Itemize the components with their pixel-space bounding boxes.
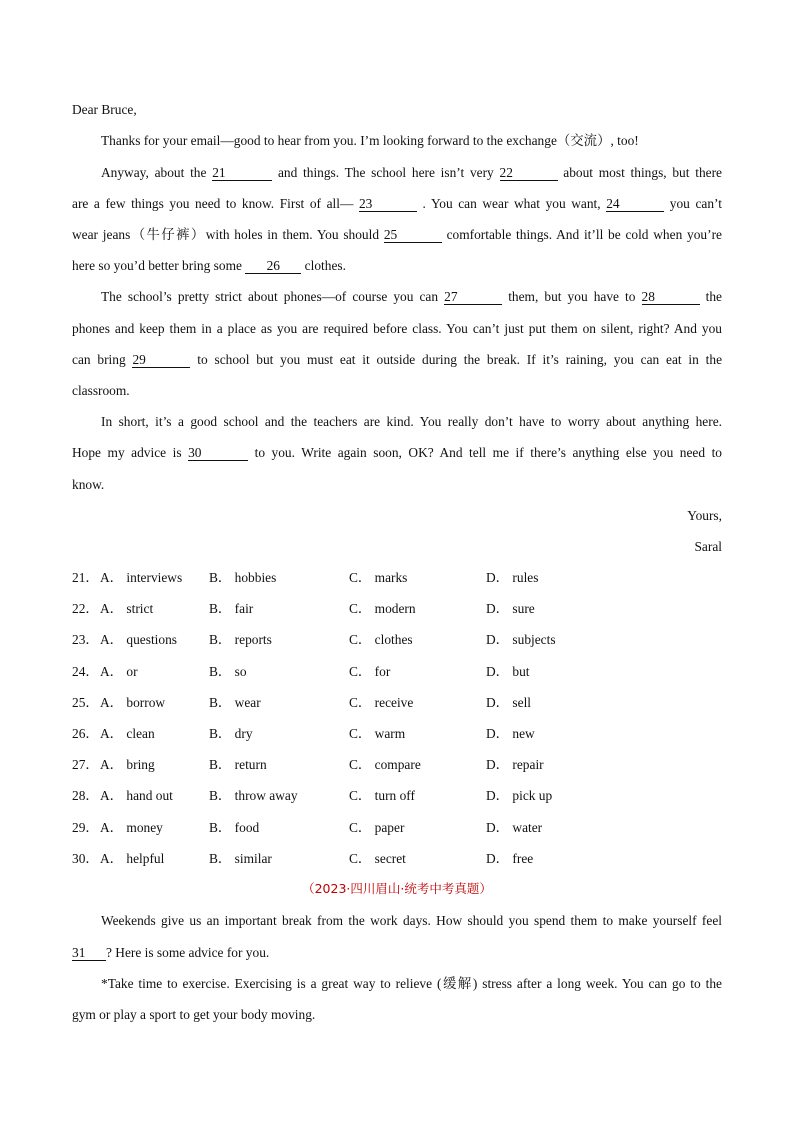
text-span: to you. Write again soon, OK? And tell me if there’s anything else you need to bbox=[254, 445, 722, 460]
option-c[interactable]: C． warm bbox=[349, 726, 406, 741]
option-c[interactable]: C． secret bbox=[349, 850, 406, 866]
text-line bbox=[72, 944, 722, 962]
question-row bbox=[72, 725, 722, 743]
option-c[interactable]: C． clothes bbox=[349, 632, 413, 648]
option-d[interactable]: D． subjects bbox=[486, 632, 556, 648]
option-b[interactable]: B． return bbox=[209, 757, 267, 773]
option-a[interactable]: A． borrow bbox=[100, 694, 166, 710]
option-c[interactable]: C． receive bbox=[349, 694, 414, 710]
text-span: Hope my advice is bbox=[72, 445, 182, 460]
text-line: gym or play a sport to get your body moving. bbox=[72, 1007, 316, 1022]
text-line: *Take time to exercise. Exercising is a great way to relieve (缓解) stress after a long week. You can go to the bbox=[101, 976, 722, 991]
question-row bbox=[72, 631, 722, 649]
question-row bbox=[72, 600, 722, 618]
option-d[interactable]: D． new bbox=[486, 726, 535, 741]
text-line bbox=[72, 288, 722, 306]
option-b[interactable]: B． dry bbox=[209, 726, 253, 741]
text-line: Weekends give us an important break from the work days. How should you spend them to make yourself feel bbox=[101, 913, 722, 928]
text-span: ? Here is some advice for you. bbox=[106, 945, 270, 960]
blank-23[interactable]: 23 bbox=[359, 196, 417, 212]
option-c[interactable]: C． turn off bbox=[349, 788, 415, 804]
option-a[interactable]: A． helpful bbox=[100, 850, 165, 866]
question-number: 29． bbox=[72, 819, 99, 835]
blank-27[interactable]: 27 bbox=[444, 289, 502, 305]
question-number: 28． bbox=[72, 788, 99, 804]
option-a[interactable]: A． interviews bbox=[100, 570, 183, 585]
question-row bbox=[72, 756, 722, 774]
blank-31[interactable]: 31 bbox=[72, 945, 106, 961]
letter-closing: Yours, bbox=[687, 508, 722, 523]
text-line: In short, it’s a good school and the teachers are kind. You really don’t have to worry about anything here. bbox=[101, 414, 722, 429]
option-b[interactable]: B． throw away bbox=[209, 788, 298, 804]
blank-21[interactable]: 21 bbox=[212, 165, 272, 181]
blank-30[interactable]: 30 bbox=[188, 445, 248, 461]
text-span: here so you’d better bring some bbox=[72, 258, 242, 273]
question-number: 23． bbox=[72, 632, 99, 648]
text-span: can bring bbox=[72, 352, 126, 367]
option-d[interactable]: D． sell bbox=[486, 694, 532, 710]
option-d[interactable]: D． but bbox=[486, 663, 530, 679]
text-span: Anyway, about the bbox=[101, 165, 207, 180]
option-a[interactable]: A． bring bbox=[100, 757, 155, 773]
question-row bbox=[72, 663, 722, 681]
question-number: 26． bbox=[72, 726, 99, 741]
option-b[interactable]: B． similar bbox=[209, 850, 272, 866]
question-number: 27． bbox=[72, 757, 99, 773]
option-b[interactable]: B． food bbox=[209, 819, 260, 835]
option-c[interactable]: C． for bbox=[349, 663, 391, 679]
option-d[interactable]: D． repair bbox=[486, 757, 544, 773]
blank-22[interactable]: 22 bbox=[500, 165, 558, 181]
text-span: to school but you must eat it outside during the break. If it’s raining, you can eat in the bbox=[197, 352, 723, 367]
option-d[interactable]: D． pick up bbox=[486, 788, 553, 804]
blank-24[interactable]: 24 bbox=[606, 196, 664, 212]
paragraph-1: Thanks for your email—good to hear from you. I’m looking forward to the exchange（交流）, too! bbox=[101, 133, 639, 148]
text-span: you can’t bbox=[669, 196, 722, 211]
option-b[interactable]: B． fair bbox=[209, 601, 254, 617]
option-a[interactable]: A． hand out bbox=[100, 788, 173, 804]
text-span: comfortable things. And it’ll be cold when you’re bbox=[446, 227, 722, 242]
option-a[interactable]: A． strict bbox=[100, 601, 154, 617]
letter-signature: Saral bbox=[694, 539, 722, 554]
question-number: 30． bbox=[72, 850, 99, 866]
text-line: classroom. bbox=[72, 383, 130, 398]
option-d[interactable]: D． free bbox=[486, 850, 534, 866]
question-number: 25． bbox=[72, 694, 99, 710]
question-number: 24． bbox=[72, 663, 99, 679]
text-line bbox=[72, 195, 722, 213]
blank-29[interactable]: 29 bbox=[132, 352, 190, 368]
text-line bbox=[72, 164, 722, 182]
option-b[interactable]: B． wear bbox=[209, 694, 261, 710]
option-b[interactable]: B． hobbies bbox=[209, 570, 277, 585]
option-d[interactable]: D． water bbox=[486, 819, 543, 835]
option-d[interactable]: D． sure bbox=[486, 601, 535, 617]
option-a[interactable]: A． questions bbox=[100, 632, 177, 648]
question-row bbox=[72, 850, 722, 868]
option-c[interactable]: C． modern bbox=[349, 601, 416, 617]
text-line bbox=[72, 226, 722, 244]
text-span: them, but you have to bbox=[508, 289, 636, 304]
option-c[interactable]: C． compare bbox=[349, 757, 421, 773]
question-row bbox=[72, 569, 722, 587]
blank-28[interactable]: 28 bbox=[642, 289, 700, 305]
letter-greeting: Dear Bruce, bbox=[72, 102, 137, 117]
option-a[interactable]: A． clean bbox=[100, 726, 155, 741]
question-source: （2023·四川眉山·统考中考真题） bbox=[302, 881, 492, 896]
text-span: the bbox=[705, 289, 722, 304]
text-span: The school’s pretty strict about phones—of course you can bbox=[101, 289, 439, 304]
text-span: are a few things you need to know. First of all— bbox=[72, 196, 354, 211]
question-number: 22． bbox=[72, 601, 99, 617]
text-line: phones and keep them in a place as you are required before class. You can’t just put them on silent, right? And you bbox=[72, 321, 722, 336]
text-line bbox=[72, 444, 722, 462]
text-span: wear jeans（牛仔裤）with holes in them. You should bbox=[72, 227, 380, 242]
question-row bbox=[72, 694, 722, 712]
text-span: about most things, but there bbox=[563, 165, 722, 180]
text-span: . You can wear what you want, bbox=[422, 196, 601, 211]
option-a[interactable]: A． or bbox=[100, 663, 138, 679]
blank-26[interactable]: 26 bbox=[245, 258, 301, 274]
text-span: and things. The school here isn’t very bbox=[277, 165, 494, 180]
text-line bbox=[72, 351, 722, 369]
option-c[interactable]: C． marks bbox=[349, 570, 408, 585]
option-a[interactable]: A． money bbox=[100, 819, 163, 835]
text-span: clothes. bbox=[304, 258, 346, 273]
option-b[interactable]: B． reports bbox=[209, 632, 272, 648]
option-b[interactable]: B． so bbox=[209, 663, 247, 679]
question-number: 21． bbox=[72, 570, 99, 585]
text-line: know. bbox=[72, 477, 105, 492]
question-row bbox=[72, 819, 722, 837]
question-row bbox=[72, 787, 722, 805]
blank-25[interactable]: 25 bbox=[384, 227, 442, 243]
text-line bbox=[72, 257, 722, 275]
option-d[interactable]: D． rules bbox=[486, 570, 539, 585]
option-c[interactable]: C． paper bbox=[349, 819, 405, 835]
